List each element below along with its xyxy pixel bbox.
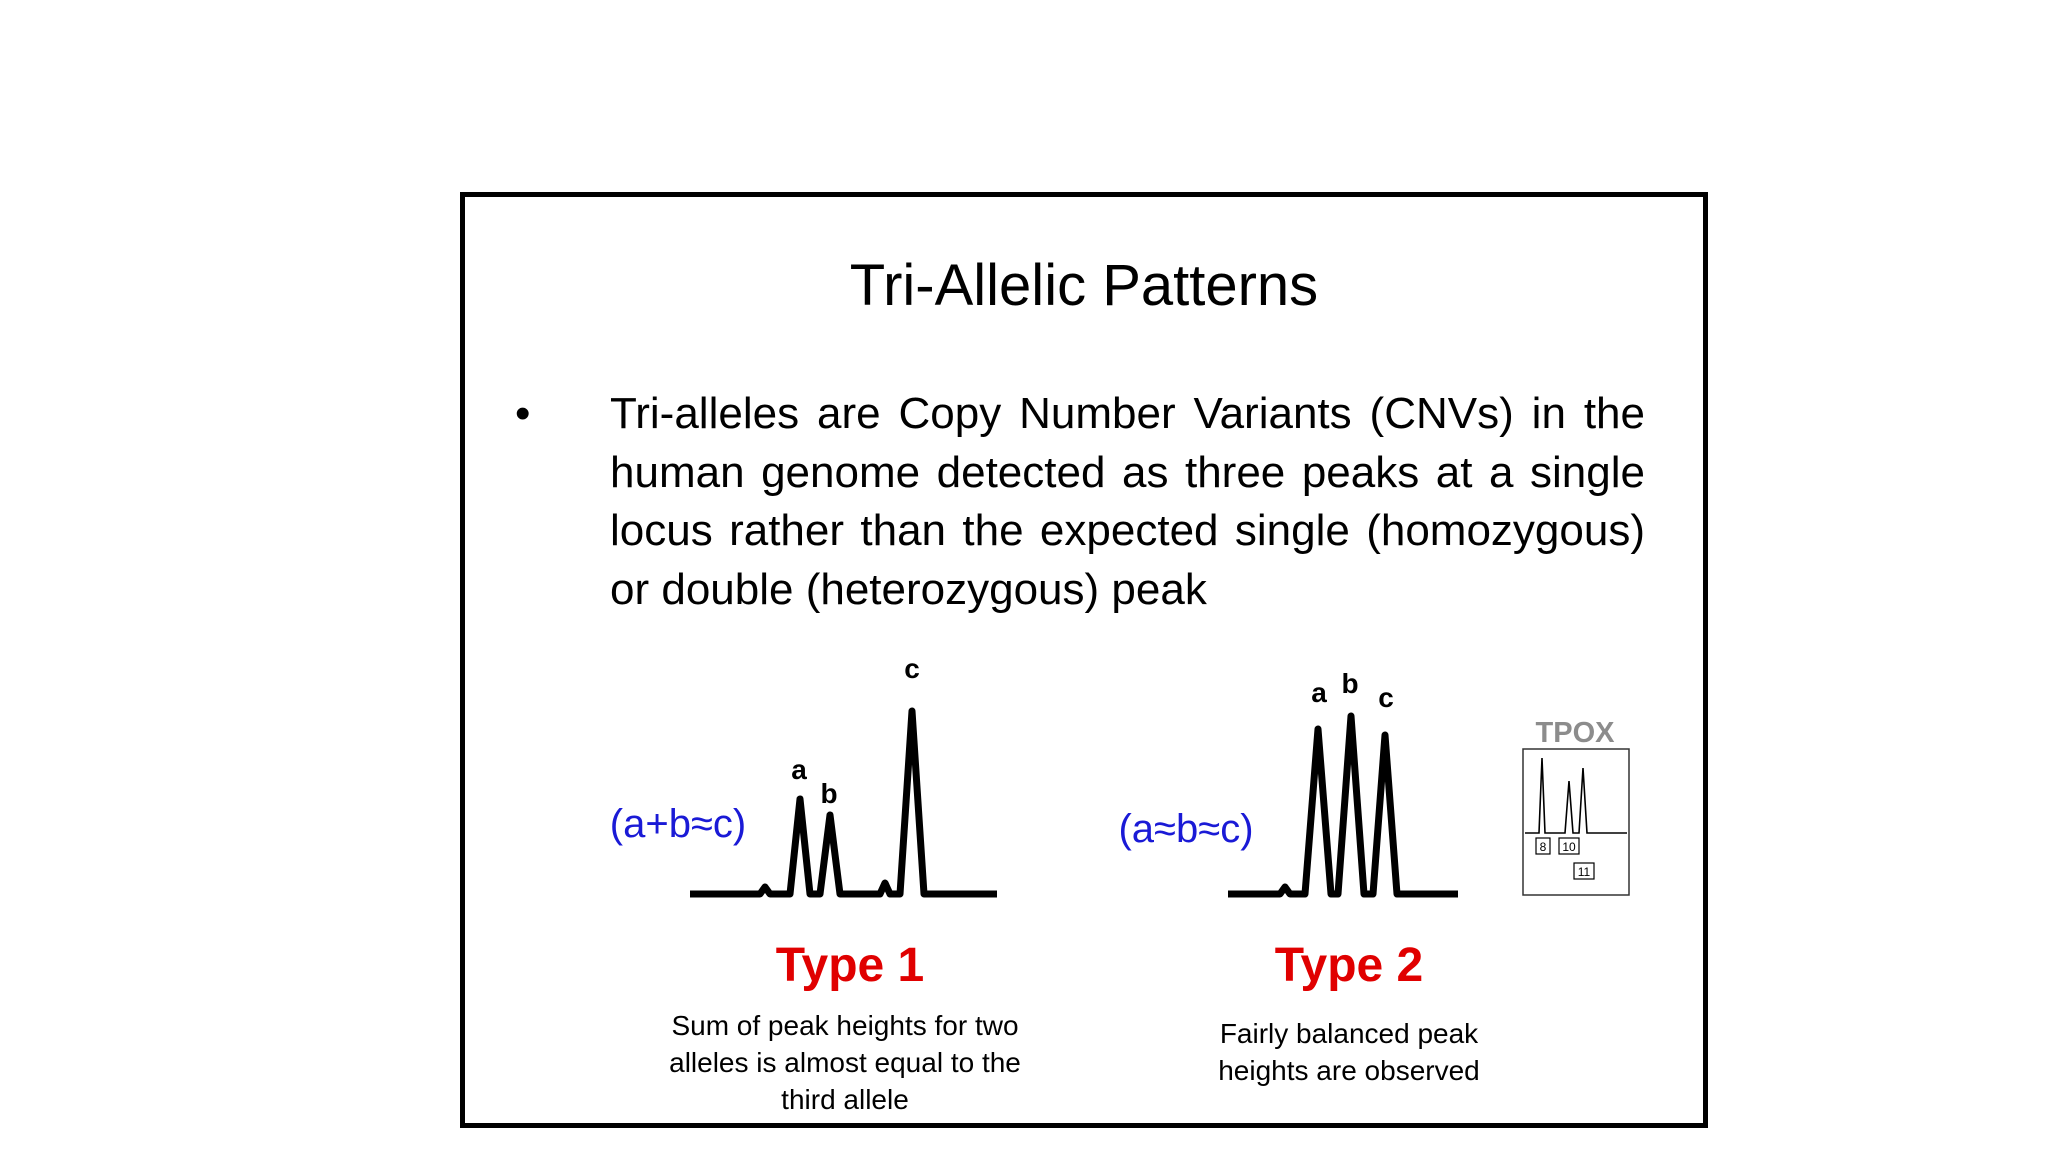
type2-title: Type 2	[1274, 939, 1424, 992]
slide	[460, 192, 1708, 1128]
type2-description: Fairly balanced peak heights are observed	[1218, 1018, 1480, 1086]
tpox-label: TPOX	[1535, 717, 1615, 749]
type1-description: Sum of peak heights for two alleles is almost equal to the third allele	[669, 1010, 1021, 1115]
slide-title: Tri-Allelic Patterns	[849, 253, 1319, 318]
tpox-allele-10-label: 10	[1562, 840, 1576, 854]
tpox-allele-8-label: 8	[1539, 840, 1547, 854]
type1-relation-label: (a+b≈c)	[609, 802, 747, 846]
type2-peak-trace	[1228, 716, 1458, 894]
peak-diagrams	[465, 197, 1703, 1123]
tpox-allele-11-label: 11	[1577, 865, 1591, 879]
bullet-dot-icon: •	[515, 389, 531, 438]
type2-peak-label-b: b	[1341, 668, 1359, 699]
type1-peak-label-a: a	[791, 754, 807, 785]
type1-title: Type 1	[775, 939, 925, 992]
type1-peak-label-b: b	[820, 778, 838, 809]
type2-peak-label-c: c	[1378, 682, 1394, 713]
type2-peak-label-a: a	[1311, 677, 1327, 708]
type1-peak-label-c: c	[904, 653, 920, 684]
bullet-text: Tri-alleles are Copy Number Variants (CNVs) in the human genome detected as three peaks at a single locus rather than the expected single (homozygous) or double (heterozygous) peak	[610, 389, 1645, 614]
type2-relation-label: (a≈b≈c)	[1118, 807, 1254, 851]
